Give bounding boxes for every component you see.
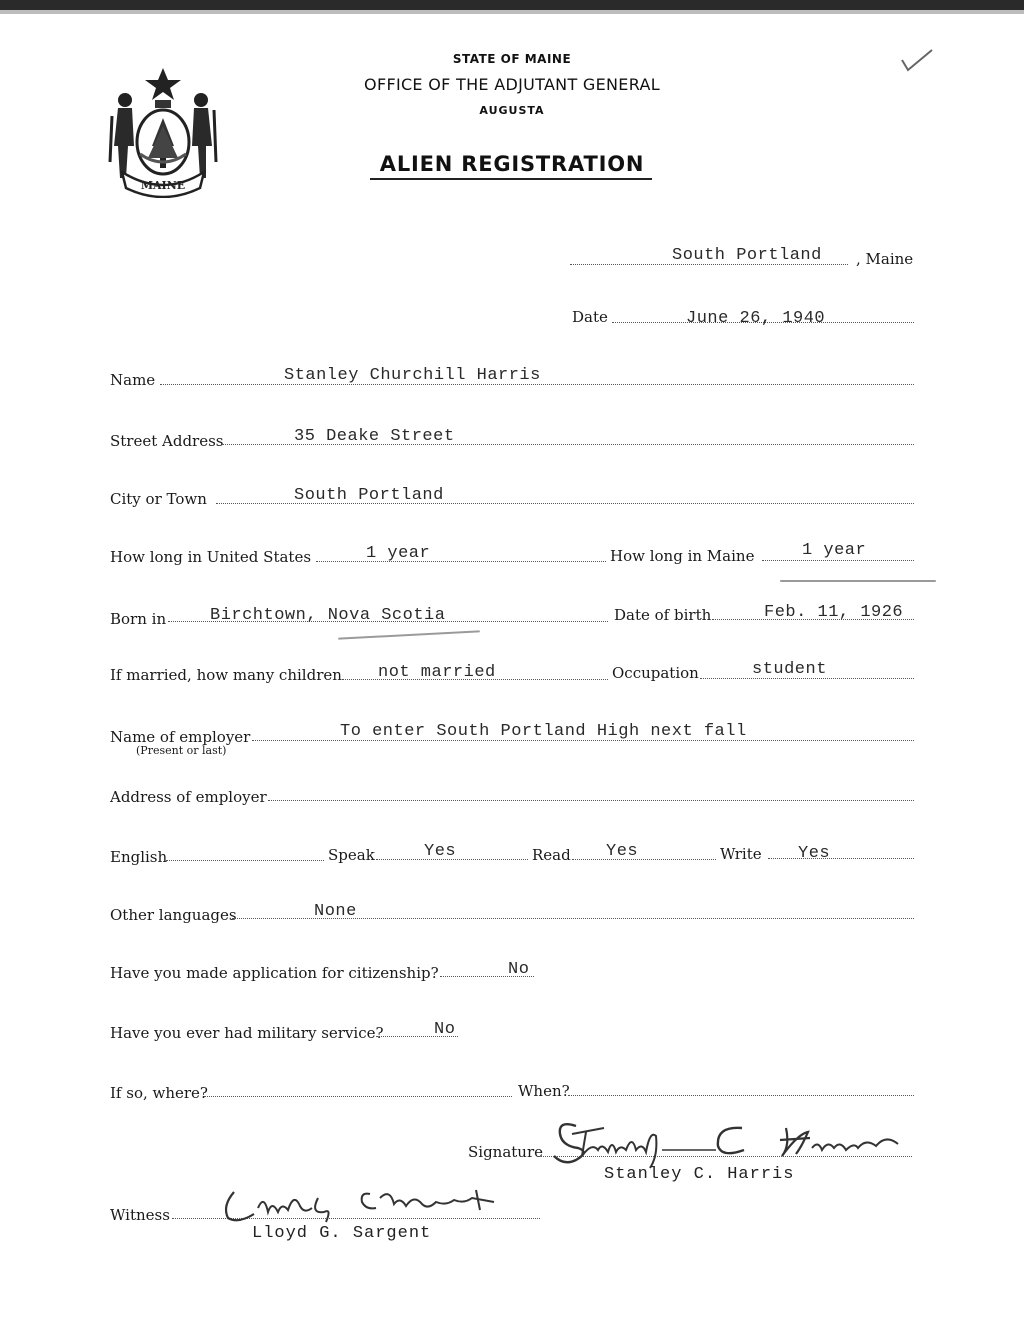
title-underline bbox=[370, 178, 652, 180]
city-label: City or Town bbox=[110, 490, 207, 508]
children-label: If married, how many children bbox=[110, 666, 342, 684]
write-dotted-line bbox=[768, 858, 914, 859]
place-value: South Portland bbox=[672, 246, 822, 265]
witness-label: Witness bbox=[110, 1206, 170, 1224]
english-label: English bbox=[110, 848, 168, 866]
scan-border-top bbox=[0, 0, 1024, 10]
how-long-maine-dotted-line bbox=[762, 560, 914, 561]
pencil-mark bbox=[780, 580, 936, 582]
signature-label: Signature bbox=[468, 1143, 544, 1161]
date-of-birth-label: Date of birth bbox=[614, 606, 712, 624]
when-label: When? bbox=[518, 1082, 570, 1100]
how-long-us-label: How long in United States bbox=[110, 548, 312, 566]
how-long-maine-value: 1 year bbox=[802, 541, 867, 560]
military-value: No bbox=[434, 1020, 456, 1039]
speak-value: Yes bbox=[424, 842, 457, 861]
occupation-value: student bbox=[752, 660, 827, 679]
born-in-value: Birchtown, Nova Scotia bbox=[210, 606, 446, 625]
how-long-us-dotted-line bbox=[316, 561, 606, 562]
employer-label: Name of employer bbox=[110, 728, 251, 746]
employer-value: To enter South Portland High next fall bbox=[340, 722, 747, 741]
other-languages-label: Other languages bbox=[110, 906, 237, 924]
how-long-us-value: 1 year bbox=[366, 544, 431, 563]
other-languages-value: None bbox=[314, 902, 357, 921]
how-long-maine-label: How long in Maine bbox=[610, 547, 755, 565]
header-city: AUGUSTA bbox=[479, 104, 545, 117]
military-label: Have you ever had military service? bbox=[110, 1024, 384, 1042]
citizenship-label: Have you made application for citizenship? bbox=[110, 964, 439, 982]
scan-border-shadow bbox=[0, 10, 1024, 14]
english-dotted-line bbox=[166, 860, 324, 861]
document-title: ALIEN REGISTRATION bbox=[379, 152, 645, 176]
born-in-label: Born in bbox=[110, 610, 167, 628]
name-label: Name bbox=[110, 371, 156, 389]
speak-label: Speak bbox=[328, 846, 375, 864]
date-label: Date bbox=[572, 308, 608, 326]
children-value: not married bbox=[378, 663, 496, 682]
signature-typed-name: Stanley C. Harris bbox=[604, 1165, 795, 1184]
where-dotted-line bbox=[204, 1096, 512, 1097]
employer-address-label: Address of employer bbox=[110, 788, 267, 806]
read-value: Yes bbox=[606, 842, 639, 861]
place-state-label: , Maine bbox=[856, 250, 914, 268]
write-label: Write bbox=[720, 845, 762, 863]
where-label: If so, where? bbox=[110, 1084, 208, 1102]
header-office: OFFICE OF THE ADJUTANT GENERAL bbox=[364, 75, 660, 94]
name-value: Stanley Churchill Harris bbox=[284, 366, 541, 385]
date-value: June 26, 1940 bbox=[686, 309, 826, 328]
occupation-label: Occupation bbox=[612, 664, 699, 682]
street-value: 35 Deake Street bbox=[294, 427, 455, 446]
seal-motto-text: MAINE bbox=[140, 179, 186, 192]
pencil-mark bbox=[338, 630, 480, 639]
employer-address-dotted-line bbox=[268, 800, 914, 801]
signature-handwriting bbox=[546, 1112, 906, 1170]
street-label: Street Address bbox=[110, 432, 224, 450]
employer-sublabel: (Present or last) bbox=[136, 744, 227, 757]
read-dotted-line bbox=[572, 859, 716, 860]
header-state: STATE OF MAINE bbox=[452, 52, 572, 66]
when-dotted-line bbox=[568, 1095, 914, 1096]
read-label: Read bbox=[532, 846, 571, 864]
city-value: South Portland bbox=[294, 486, 444, 505]
witness-typed-name: Lloyd G. Sargent bbox=[252, 1224, 432, 1243]
date-of-birth-value: Feb. 11, 1926 bbox=[764, 603, 904, 622]
write-value: Yes bbox=[798, 844, 831, 863]
citizenship-value: No bbox=[508, 960, 530, 979]
